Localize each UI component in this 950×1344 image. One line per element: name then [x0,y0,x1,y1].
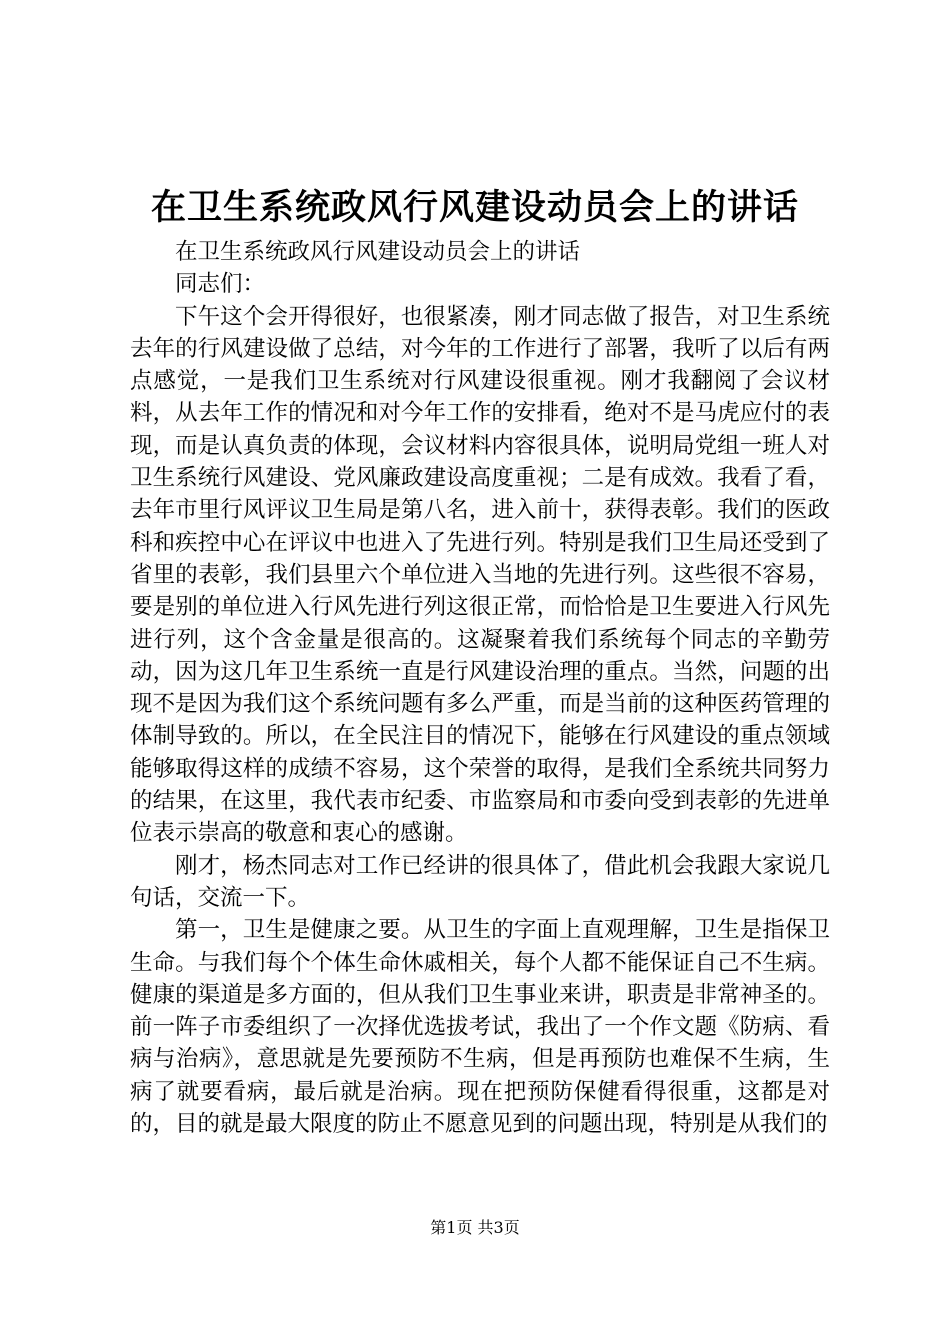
paragraph-salutation: 同志们： [175,271,266,298]
page-footer: 第1页 共3页 [430,1218,520,1237]
paragraph-subtitle: 在卫生系统政风行风建设动员会上的讲话 [175,239,581,265]
document-body [130,236,830,1140]
paragraph-body: 下午这个会开得很好，也很紧凑，刚才同志做了报告，对卫生系统去年的行风建设做了总结，对今年的工作进行了部署，我听了以后有两点感觉，一是我们卫生系统对行风建设很重视。刚才我翻阅了会议材料，从去年工作的情况和对今年工作的安排看，绝对不是马虎应付的表现，而是认真负责的体现，会议材料内容很具体，说明局党组一班人对卫生系统行风建设、党风廉政建设高度重视；二是有成效。我看了看，去年市里行风评议卫生局是第八名，进入前十，获得表彰。我们的医政科和疾控中心在评议中也进入了先进行列。特别是我们卫生局还受到了省里的表彰，我们县里六个单位进入当地的先进行列。这些很不容易，要是别的单位进入行风先进行列这很正常，而恰恰是卫生要进入行风先进行列，这个含金量是很高的。这凝聚着我们系统每个同志的辛勤劳动，因为这几年卫生系统一直是行风建设治理的重点。当然，问题的出现不是因为我们这个系统问题有多么严重，而是当前的这种医药管理的体制导致的。所以，在全民注目的情况下，能够在行风建设的重点领域能够取得这样的成绩不容易，这个荣誉的取得，是我们全系统共同努力的结果，在这里，我代表市纪委、市监察局和市委向受到表彰的先进单位表示崇高的敬意和衷心的感谢。 [130,303,830,847]
paragraph-body: 刚才，杨杰同志对工作已经讲的很具体了，借此机会我跟大家说几句话，交流一下。 [130,852,830,911]
paragraph-body: 第一，卫生是健康之要。从卫生的字面上直观理解，卫生是指保卫生命。与我们每个个体生命休戚相关，每个人都不能保证自己不生病。健康的渠道是多方面的，但从我们卫生事业来讲，职责是非常神圣的。前一阵子市委组织了一次择优选拔考试，我出了一个作文题《防病、看病与治病》，意思就是先要预防不生病，但是再预防也难保不生病，生病了就要看病，最后就是治病。现在把预防保健看得很重，这都是对的，目的就是最大限度的防止不愿意见到的问题出现，特别是从我们的 [130,917,830,1138]
document-title: 在卫生系统政风行风建设动员会上的讲话 [150,187,799,228]
